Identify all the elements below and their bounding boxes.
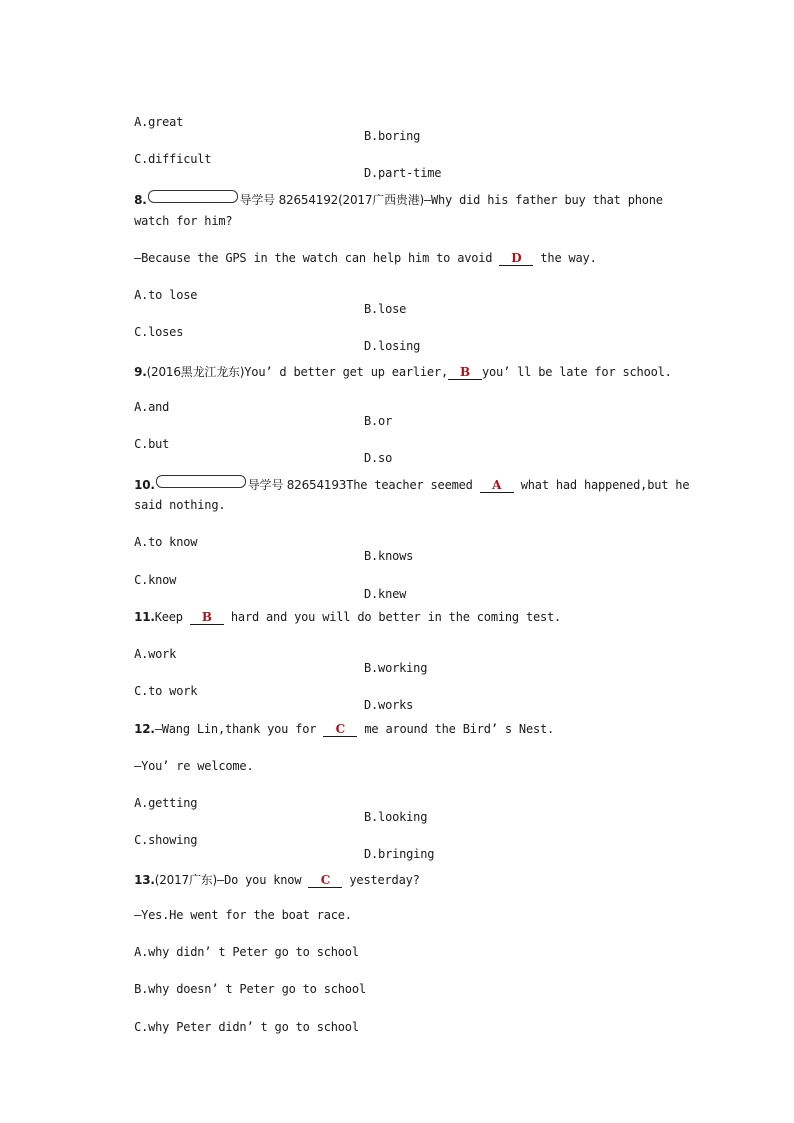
option-c-row [120, 1006, 359, 1034]
question-13-reply [120, 894, 352, 922]
answer-blank: C [323, 723, 357, 737]
question-text: Keep [154, 610, 183, 624]
question-12-reply [120, 745, 253, 773]
question-text: hard and you will do better in the coming test. [230, 610, 562, 624]
option-row [120, 274, 407, 316]
question-number: 10. [134, 478, 155, 492]
question-text: watch for him? [134, 214, 233, 228]
question-11 [120, 596, 561, 625]
option-d: D.so [364, 451, 393, 465]
option-d: D.losing [364, 339, 421, 353]
option-d: D.part-time [364, 166, 442, 180]
question-text: —Why did his father buy that phone [423, 193, 663, 207]
option-row [120, 386, 393, 428]
guide-code: 导学号 82654193 [247, 478, 347, 492]
option-row [120, 311, 421, 353]
question-10-cont [120, 484, 225, 512]
answer-blank: A [480, 479, 514, 493]
answer-blank: C [308, 874, 342, 888]
question-12 [120, 708, 554, 737]
option-row [120, 559, 407, 601]
option-row [120, 819, 435, 861]
option-a: A.to lose [134, 288, 198, 302]
option-a: A.and [134, 400, 170, 414]
question-9 [120, 349, 672, 380]
option-row [120, 423, 393, 465]
option-b: B.knows [364, 549, 414, 563]
question-text: you’ ll be late for school. [482, 365, 672, 379]
guide-code: 导学号 82654192(2017广西贵港) [239, 193, 424, 207]
option-row [120, 670, 414, 712]
question-text: me around the Bird’ s Nest. [364, 722, 555, 736]
answer-blank: B [190, 611, 224, 625]
question-text: You’ d better get up earlier, [244, 365, 448, 379]
option-row [120, 521, 414, 563]
option-a: A.great [134, 115, 184, 129]
option-row [120, 782, 428, 824]
option-c: C.why Peter didn’ t go to school [134, 1020, 359, 1034]
option-b: B.or [364, 414, 393, 428]
answer-blank: D [499, 252, 533, 266]
question-text: —You’ re welcome. [134, 759, 254, 773]
question-number: 11. [134, 610, 155, 624]
question-text: —Because the GPS in the watch can help him to avoid [134, 251, 493, 265]
option-c: C.but [134, 437, 170, 451]
question-text: the way. [540, 251, 597, 265]
option-c: C.showing [134, 833, 198, 847]
option-row [120, 633, 428, 675]
question-text: what had happened,but he [520, 478, 690, 492]
question-8-dialog [120, 237, 597, 266]
option-b-row [120, 968, 366, 996]
question-text: said nothing. [134, 498, 226, 512]
option-c: C.loses [134, 325, 184, 339]
option-c: C.know [134, 573, 177, 587]
question-8-cont [120, 200, 232, 228]
question-source: (2017广东) [154, 873, 218, 887]
option-d: D.bringing [364, 847, 435, 861]
option-b: B.working [364, 661, 428, 675]
option-a: A.why didn’ t Peter go to school [134, 945, 359, 959]
question-number: 8. [134, 193, 147, 207]
option-c: C.to work [134, 684, 198, 698]
option-b: B.looking [364, 810, 428, 824]
option-b: B.why doesn’ t Peter go to school [134, 982, 366, 996]
question-13 [120, 857, 420, 888]
question-number: 9. [134, 365, 147, 379]
option-d: D.knew [364, 587, 407, 601]
question-text: —Wang Lin,thank you for [154, 722, 317, 736]
option-a: A.to know [134, 535, 198, 549]
option-b: B.boring [364, 129, 421, 143]
option-a-row [120, 931, 359, 959]
question-text: —Do you know [217, 873, 302, 887]
option-row [120, 138, 442, 180]
option-d: D.works [364, 698, 414, 712]
question-number: 12. [134, 722, 155, 736]
question-number: 13. [134, 873, 155, 887]
option-row [120, 101, 421, 143]
question-source: (2016黑龙江龙东) [146, 365, 245, 379]
question-text: The teacher seemed [346, 478, 473, 492]
question-text: yesterday? [349, 873, 420, 887]
option-b: B.lose [364, 302, 407, 316]
question-text: —Yes.He went for the boat race. [134, 908, 352, 922]
answer-blank: B [448, 366, 482, 380]
option-c: C.difficult [134, 152, 212, 166]
option-a: A.work [134, 647, 177, 661]
option-a: A.getting [134, 796, 198, 810]
